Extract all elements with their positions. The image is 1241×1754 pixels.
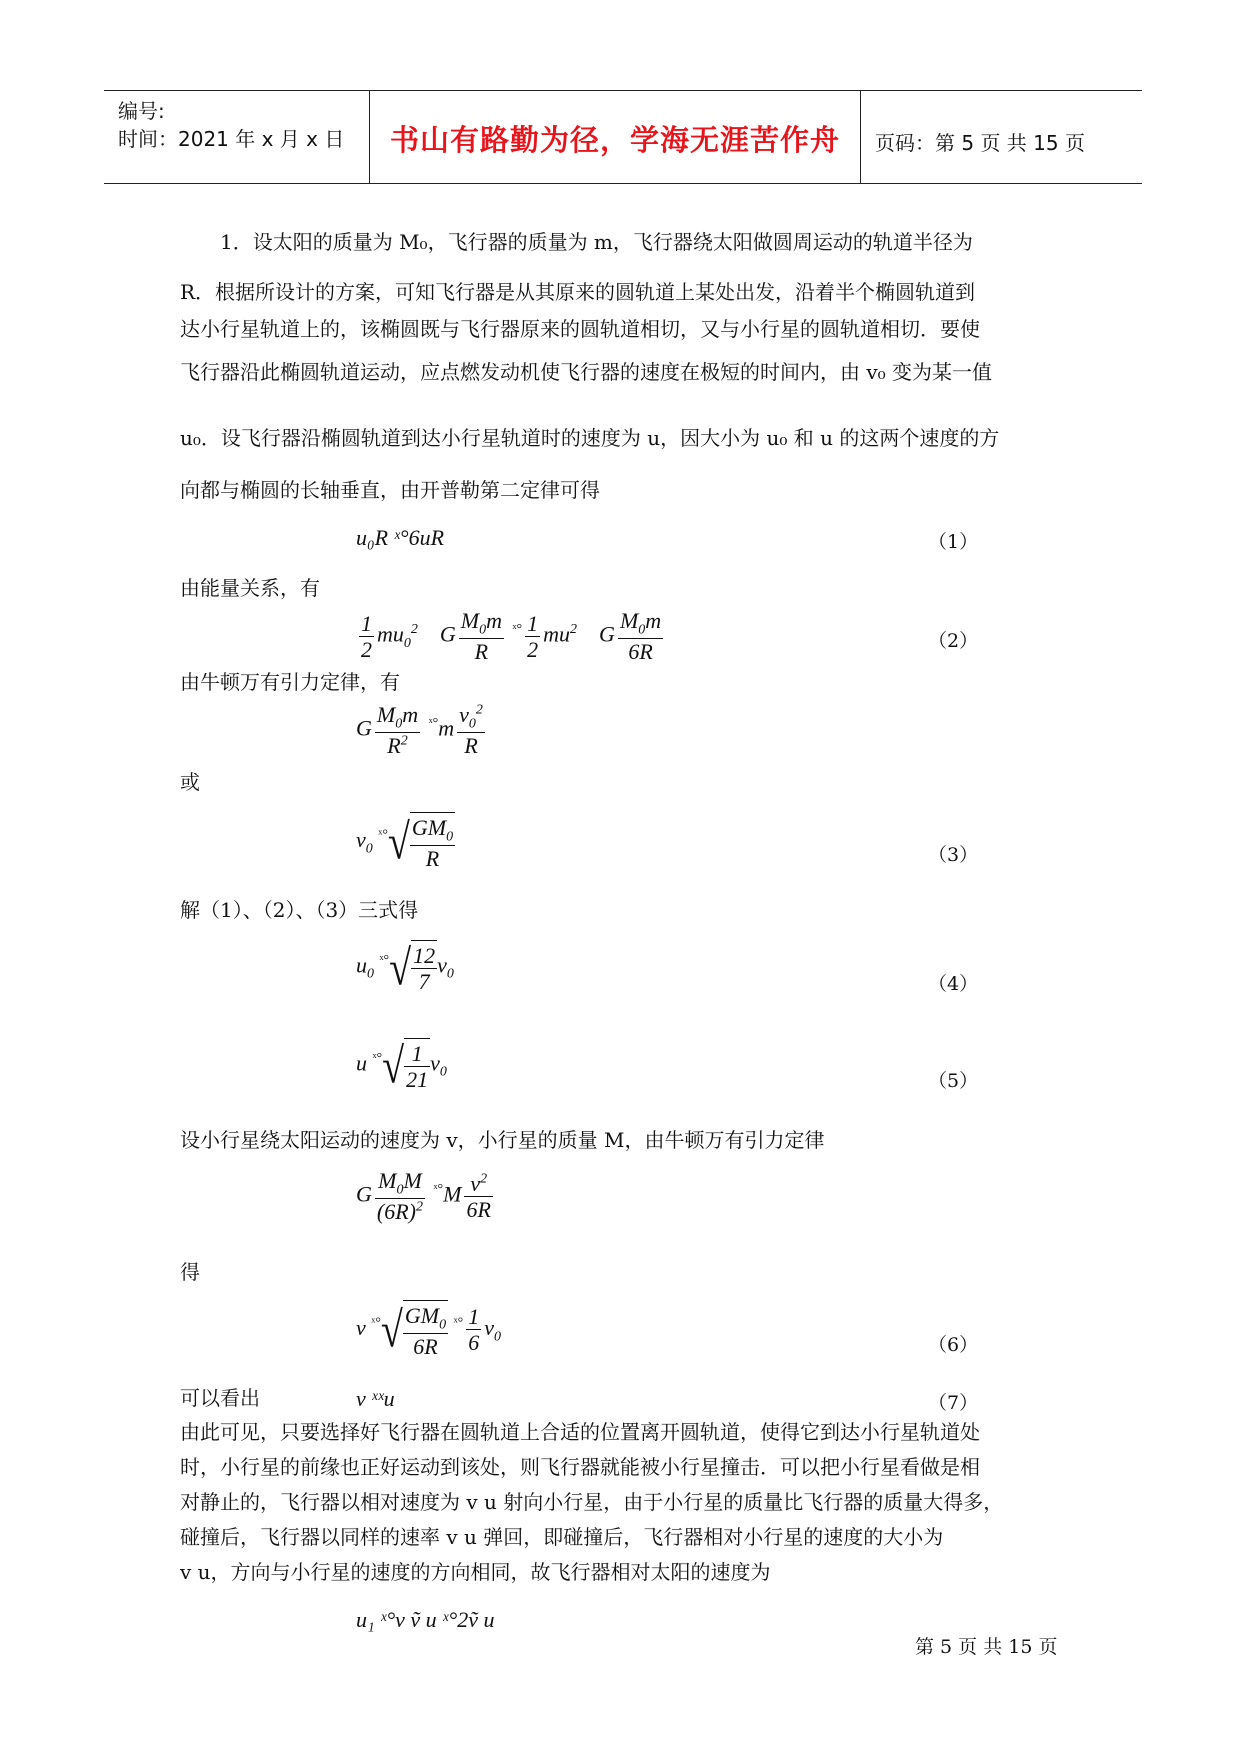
body-line-5: u₀．设飞行器沿椭圆轨道到达小行星轨道时的速度为 u，因大小为 u₀ 和 u 的这两个速度的方 (180, 426, 1000, 450)
date-label: 时间：2021 年 x 月 x 日 (118, 127, 345, 151)
fraction-gravity-r2: $\frac{M_0m}{R^2}$ (376, 702, 419, 759)
fraction-v-squared: $\frac{v^2}{6R}$ (466, 1170, 491, 1222)
equals-glyph: ˣ° (433, 1182, 444, 1198)
header-divider-left (369, 90, 370, 183)
energy-intro: 由能量关系，有 (180, 576, 320, 600)
newton-intro: 由牛顿万有引力定律，有 (180, 670, 400, 694)
small-planet-intro: 设小行星绕太阳运动的速度为 v，小行星的质量 M，由牛顿万有引力定律 (180, 1128, 825, 1152)
fraction-v0-squared: $\frac{v_0^2}{R}$ (459, 702, 483, 759)
see-label: 可以看出 (180, 1386, 260, 1410)
square-root: √ $\frac{1}{21}$ (382, 1037, 429, 1094)
equation-6: v $^{ˣ^\circ}$√ $\frac{GM_0}{6R}$ $^{ˣ^\circ}$ $\frac{1}{6}$ $v_0$ (356, 1301, 502, 1360)
fraction-half-2: $\frac{1}{2}$ (527, 610, 539, 662)
body-line-2: R．根据所设计的方案，可知飞行器是从其原来的圆轨道上某处出发，沿着半个椭圆轨道到 (180, 280, 976, 304)
equation-number-2: （2） (928, 630, 979, 652)
conclusion-line-4: 碰撞后，飞行器以同样的速率 v u 弹回，即碰撞后，飞行器相对小行星的速度的大小为 (180, 1525, 944, 1549)
equation-2: $\frac{1}{2}$ $mu_0^2$ G $\frac{M_0m}{R}$ $^{ˣ^\circ}$ $\frac{1}{2}$ $mu^2$ G $\frac{M_0m}{6R}$ (361, 608, 662, 665)
header-bottom-rule (104, 183, 1142, 184)
equation-number-3: （3） (928, 844, 979, 866)
body-line-4: 飞行器沿此椭圆轨道运动，应点燃发动机使飞行器的速度在极短的时间内，由 v₀ 变为某一值 (180, 360, 993, 384)
square-root: √ $\frac{12}{7}$ (389, 939, 436, 996)
solve-intro: 解（1）、（2）、（3）三式得 (180, 898, 419, 922)
conclusion-line-5: v u，方向与小行星的速度的方向相同，故飞行器相对太阳的速度为 (180, 1560, 771, 1584)
conclusion-line-1: 由此可见，只要选择好飞行器在圆轨道上合适的位置离开圆轨道，使得它到达小行星轨道处 (180, 1420, 980, 1444)
equation-planet-gravity: G $\frac{M_0M}{(6R)^2}$ $^{ˣ^\circ}$M $\frac{v^2}{6R}$ (356, 1168, 491, 1225)
equation-gravity: G $\frac{M_0m}{R^2}$ $^{ˣ^\circ}$m $\frac{v_0^2}{R}$ (356, 702, 483, 759)
equation-number-7: （7） (928, 1392, 979, 1414)
equation-number-6: （6） (928, 1334, 979, 1356)
equals-glyph: ˣ° (512, 622, 523, 638)
equation-5: u $^{ˣ^\circ}$√ $\frac{1}{21}$ $v_0$ (356, 1037, 447, 1094)
equals-glyph: ˣ° (379, 953, 390, 969)
page-info: 页码：第 5 页 共 15 页 (875, 131, 1085, 155)
equation-number-5: （5） (928, 1070, 979, 1092)
equals-glyph: ˣ° (372, 1051, 383, 1067)
fraction-half: $\frac{1}{2}$ (361, 610, 372, 662)
body-line-3: 达小行星轨道上的，该椭圆既与飞行器原来的圆轨道相切，又与小行星的圆轨道相切．要使 (180, 317, 980, 341)
fraction-gravity-r: $\frac{M_0m}{R}$ (460, 608, 502, 665)
square-root: √ $\frac{GM_0}{R}$ (387, 813, 454, 872)
equation-number-4: （4） (928, 973, 979, 995)
conclusion-line-2: 时，小行星的前缘也正好运动到该处，则飞行器就能被小行星撞击．可以把小行星看做是相 (180, 1455, 980, 1479)
square-root: √ $\frac{GM_0}{6R}$ (380, 1301, 447, 1360)
equation-8: u₁ ˣ°v ṽ u ˣ°2ṽ u (356, 1607, 495, 1632)
serial-label: 编号: (118, 99, 165, 123)
fraction-gravity-6r: $\frac{M_0m}{6R}$ (619, 608, 662, 665)
equation-3: $v_0$ $^{ˣ^\circ}$√ $\frac{GM_0}{R}$ (356, 813, 454, 872)
conclusion-line-3: 对静止的，飞行器以相对速度为 v u 射向小行星，由于小行星的质量比飞行器的质量大得多， (180, 1490, 1004, 1514)
equals-glyph: ˣ° (371, 1315, 381, 1331)
body-line-1: 1．设太阳的质量为 M₀，飞行器的质量为 m，飞行器绕太阳做圆周运动的轨道半径为 (220, 230, 973, 254)
header-divider-right (860, 90, 861, 183)
body-line-6: 向都与椭圆的长轴垂直，由开普勒第二定律可得 (180, 478, 600, 502)
fraction-one-sixth: $\frac{1}{6}$ (468, 1304, 480, 1356)
or-label: 或 (180, 770, 200, 794)
header-top-rule (104, 90, 1142, 91)
equation-number-1: （1） (928, 531, 979, 553)
equals-glyph: ˣ° (453, 1315, 464, 1331)
fraction-gravity-6r-squared: $\frac{M_0M}{(6R)^2}$ (376, 1168, 423, 1225)
equation-4: $u_0$ $^{ˣ^\circ}$√ $\frac{12}{7}$ $v_0$ (356, 939, 454, 996)
equals-glyph: ˣ° (428, 716, 439, 732)
equation-1: u₀R ˣ°6uR (356, 525, 445, 550)
motto-heading: 书山有路勤为径，学海无涯苦作舟 (390, 123, 841, 157)
page-footer: 第 5 页 共 15 页 (915, 1636, 1058, 1658)
get-label: 得 (180, 1260, 200, 1284)
equals-glyph: ˣ° (378, 827, 388, 843)
equation-7: v ˣˣu (356, 1386, 395, 1411)
